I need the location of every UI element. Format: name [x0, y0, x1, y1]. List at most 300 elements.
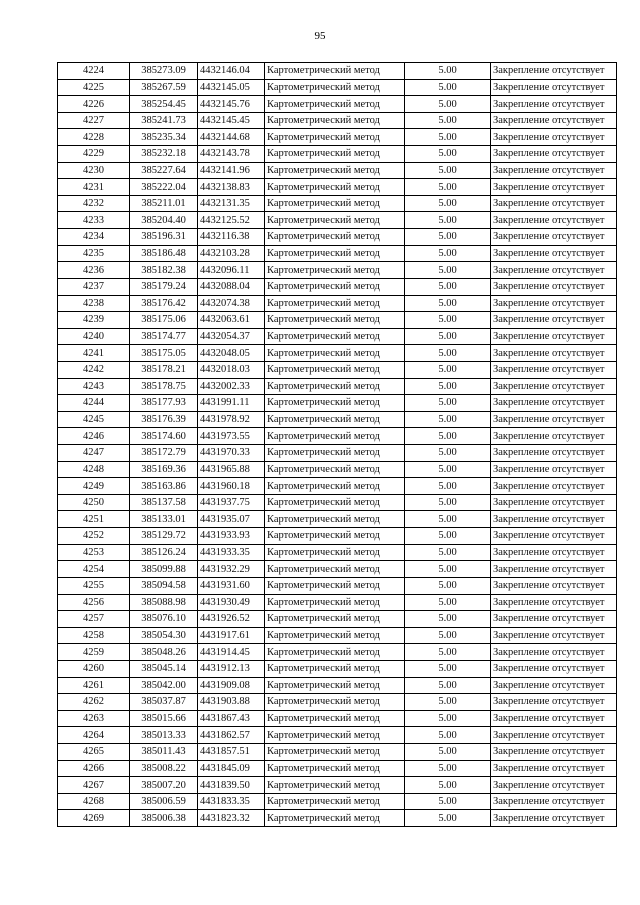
y-coordinate-cell: 4431930.49 — [198, 594, 265, 611]
method-cell: Картометрический метод — [265, 295, 405, 312]
method-cell: Картометрический метод — [265, 96, 405, 113]
method-cell: Картометрический метод — [265, 63, 405, 80]
x-coordinate-cell: 385137.58 — [130, 494, 198, 511]
y-coordinate-cell: 4431839.50 — [198, 777, 265, 794]
accuracy-cell: 5.00 — [405, 212, 491, 229]
fixing-description-cell: Закрепление отсутствует — [491, 727, 617, 744]
x-coordinate-cell: 385054.30 — [130, 627, 198, 644]
point-number-cell: 4257 — [58, 611, 130, 628]
y-coordinate-cell: 4431914.45 — [198, 644, 265, 661]
point-number-cell: 4243 — [58, 378, 130, 395]
fixing-description-cell: Закрепление отсутствует — [491, 361, 617, 378]
y-coordinate-cell: 4432096.11 — [198, 262, 265, 279]
table-row — [58, 677, 617, 694]
method-cell: Картометрический метод — [265, 677, 405, 694]
point-number-cell: 4224 — [58, 63, 130, 80]
x-coordinate-cell: 385211.01 — [130, 195, 198, 212]
y-coordinate-cell: 4432074.38 — [198, 295, 265, 312]
fixing-description-cell: Закрепление отсутствует — [491, 445, 617, 462]
method-cell: Картометрический метод — [265, 328, 405, 345]
point-number-cell: 4228 — [58, 129, 130, 146]
table-row — [58, 63, 617, 80]
x-coordinate-cell: 385174.77 — [130, 328, 198, 345]
x-coordinate-cell: 385179.24 — [130, 278, 198, 295]
method-cell: Картометрический метод — [265, 79, 405, 96]
accuracy-cell: 5.00 — [405, 743, 491, 760]
point-number-cell: 4267 — [58, 777, 130, 794]
accuracy-cell: 5.00 — [405, 345, 491, 362]
method-cell: Картометрический метод — [265, 544, 405, 561]
fixing-description-cell: Закрепление отсутствует — [491, 660, 617, 677]
point-number-cell: 4250 — [58, 494, 130, 511]
point-number-cell: 4240 — [58, 328, 130, 345]
point-number-cell: 4230 — [58, 162, 130, 179]
accuracy-cell: 5.00 — [405, 96, 491, 113]
table-row — [58, 295, 617, 312]
x-coordinate-cell: 385267.59 — [130, 79, 198, 96]
table-row — [58, 793, 617, 810]
table-row — [58, 179, 617, 196]
table-row — [58, 229, 617, 246]
accuracy-cell: 5.00 — [405, 694, 491, 711]
point-number-cell: 4266 — [58, 760, 130, 777]
x-coordinate-cell: 385048.26 — [130, 644, 198, 661]
fixing-description-cell: Закрепление отсутствует — [491, 760, 617, 777]
point-number-cell: 4246 — [58, 428, 130, 445]
accuracy-cell: 5.00 — [405, 445, 491, 462]
x-coordinate-cell: 385172.79 — [130, 445, 198, 462]
point-number-cell: 4233 — [58, 212, 130, 229]
table-row — [58, 594, 617, 611]
accuracy-cell: 5.00 — [405, 710, 491, 727]
point-number-cell: 4255 — [58, 577, 130, 594]
fixing-description-cell: Закрепление отсутствует — [491, 677, 617, 694]
point-number-cell: 4236 — [58, 262, 130, 279]
y-coordinate-cell: 4431932.29 — [198, 561, 265, 578]
y-coordinate-cell: 4432048.05 — [198, 345, 265, 362]
fixing-description-cell: Закрепление отсутствует — [491, 79, 617, 96]
accuracy-cell: 5.00 — [405, 328, 491, 345]
point-number-cell: 4238 — [58, 295, 130, 312]
y-coordinate-cell: 4432145.76 — [198, 96, 265, 113]
x-coordinate-cell: 385042.00 — [130, 677, 198, 694]
table-row — [58, 710, 617, 727]
fixing-description-cell: Закрепление отсутствует — [491, 777, 617, 794]
accuracy-cell: 5.00 — [405, 594, 491, 611]
fixing-description-cell: Закрепление отсутствует — [491, 162, 617, 179]
table-row — [58, 146, 617, 163]
x-coordinate-cell: 385175.05 — [130, 345, 198, 362]
table-row — [58, 245, 617, 262]
table-row — [58, 528, 617, 545]
y-coordinate-cell: 4431935.07 — [198, 511, 265, 528]
point-number-cell: 4268 — [58, 793, 130, 810]
fixing-description-cell: Закрепление отсутствует — [491, 395, 617, 412]
fixing-description-cell: Закрепление отсутствует — [491, 295, 617, 312]
fixing-description-cell: Закрепление отсутствует — [491, 245, 617, 262]
point-number-cell: 4262 — [58, 694, 130, 711]
table-row — [58, 361, 617, 378]
table-row — [58, 378, 617, 395]
table-row — [58, 511, 617, 528]
accuracy-cell: 5.00 — [405, 644, 491, 661]
accuracy-cell: 5.00 — [405, 528, 491, 545]
x-coordinate-cell: 385177.93 — [130, 395, 198, 412]
y-coordinate-cell: 4431960.18 — [198, 478, 265, 495]
method-cell: Картометрический метод — [265, 312, 405, 329]
x-coordinate-cell: 385099.88 — [130, 561, 198, 578]
method-cell: Картометрический метод — [265, 146, 405, 163]
accuracy-cell: 5.00 — [405, 494, 491, 511]
x-coordinate-cell: 385222.04 — [130, 179, 198, 196]
method-cell: Картометрический метод — [265, 561, 405, 578]
point-number-cell: 4261 — [58, 677, 130, 694]
table-row — [58, 262, 617, 279]
table-row — [58, 777, 617, 794]
y-coordinate-cell: 4431823.32 — [198, 810, 265, 827]
table-row — [58, 162, 617, 179]
fixing-description-cell: Закрепление отсутствует — [491, 561, 617, 578]
table-row — [58, 727, 617, 744]
fixing-description-cell: Закрепление отсутствует — [491, 594, 617, 611]
fixing-description-cell: Закрепление отсутствует — [491, 428, 617, 445]
table-row — [58, 561, 617, 578]
x-coordinate-cell: 385045.14 — [130, 660, 198, 677]
y-coordinate-cell: 4432146.04 — [198, 63, 265, 80]
table-row — [58, 328, 617, 345]
x-coordinate-cell: 385011.43 — [130, 743, 198, 760]
method-cell: Картометрический метод — [265, 594, 405, 611]
y-coordinate-cell: 4432143.78 — [198, 146, 265, 163]
fixing-description-cell: Закрепление отсутствует — [491, 146, 617, 163]
fixing-description-cell: Закрепление отсутствует — [491, 129, 617, 146]
point-number-cell: 4239 — [58, 312, 130, 329]
method-cell: Картометрический метод — [265, 262, 405, 279]
table-row — [58, 278, 617, 295]
method-cell: Картометрический метод — [265, 611, 405, 628]
x-coordinate-cell: 385133.01 — [130, 511, 198, 528]
fixing-description-cell: Закрепление отсутствует — [491, 710, 617, 727]
table-body — [58, 63, 617, 827]
y-coordinate-cell: 4431909.08 — [198, 677, 265, 694]
accuracy-cell: 5.00 — [405, 760, 491, 777]
accuracy-cell: 5.00 — [405, 378, 491, 395]
accuracy-cell: 5.00 — [405, 777, 491, 794]
method-cell: Картометрический метод — [265, 528, 405, 545]
table-row — [58, 395, 617, 412]
table-row — [58, 129, 617, 146]
fixing-description-cell: Закрепление отсутствует — [491, 411, 617, 428]
fixing-description-cell: Закрепление отсутствует — [491, 627, 617, 644]
point-number-cell: 4242 — [58, 361, 130, 378]
point-number-cell: 4253 — [58, 544, 130, 561]
table-row — [58, 627, 617, 644]
table-row — [58, 494, 617, 511]
method-cell: Картометрический метод — [265, 511, 405, 528]
table-row — [58, 478, 617, 495]
method-cell: Картометрический метод — [265, 195, 405, 212]
coordinates-table — [57, 62, 617, 827]
accuracy-cell: 5.00 — [405, 611, 491, 628]
fixing-description-cell: Закрепление отсутствует — [491, 743, 617, 760]
accuracy-cell: 5.00 — [405, 129, 491, 146]
y-coordinate-cell: 4432116.38 — [198, 229, 265, 246]
point-number-cell: 4254 — [58, 561, 130, 578]
table-row — [58, 195, 617, 212]
accuracy-cell: 5.00 — [405, 262, 491, 279]
fixing-description-cell: Закрепление отсутствует — [491, 328, 617, 345]
point-number-cell: 4225 — [58, 79, 130, 96]
x-coordinate-cell: 385006.38 — [130, 810, 198, 827]
x-coordinate-cell: 385176.39 — [130, 411, 198, 428]
fixing-description-cell: Закрепление отсутствует — [491, 96, 617, 113]
method-cell: Картометрический метод — [265, 710, 405, 727]
table-row — [58, 345, 617, 362]
y-coordinate-cell: 4431931.60 — [198, 577, 265, 594]
table-row — [58, 312, 617, 329]
fixing-description-cell: Закрепление отсутствует — [491, 511, 617, 528]
y-coordinate-cell: 4431833.35 — [198, 793, 265, 810]
fixing-description-cell: Закрепление отсутствует — [491, 611, 617, 628]
y-coordinate-cell: 4431978.92 — [198, 411, 265, 428]
y-coordinate-cell: 4431912.13 — [198, 660, 265, 677]
y-coordinate-cell: 4431845.09 — [198, 760, 265, 777]
method-cell: Картометрический метод — [265, 461, 405, 478]
x-coordinate-cell: 385235.34 — [130, 129, 198, 146]
method-cell: Картометрический метод — [265, 777, 405, 794]
point-number-cell: 4260 — [58, 660, 130, 677]
method-cell: Картометрический метод — [265, 727, 405, 744]
y-coordinate-cell: 4432125.52 — [198, 212, 265, 229]
y-coordinate-cell: 4432018.03 — [198, 361, 265, 378]
x-coordinate-cell: 385182.38 — [130, 262, 198, 279]
method-cell: Картометрический метод — [265, 694, 405, 711]
point-number-cell: 4245 — [58, 411, 130, 428]
point-number-cell: 4248 — [58, 461, 130, 478]
y-coordinate-cell: 4432145.05 — [198, 79, 265, 96]
y-coordinate-cell: 4432103.28 — [198, 245, 265, 262]
x-coordinate-cell: 385126.24 — [130, 544, 198, 561]
method-cell: Картометрический метод — [265, 627, 405, 644]
x-coordinate-cell: 385175.06 — [130, 312, 198, 329]
y-coordinate-cell: 4432145.45 — [198, 112, 265, 129]
accuracy-cell: 5.00 — [405, 627, 491, 644]
x-coordinate-cell: 385254.45 — [130, 96, 198, 113]
point-number-cell: 4264 — [58, 727, 130, 744]
accuracy-cell: 5.00 — [405, 79, 491, 96]
method-cell: Картометрический метод — [265, 743, 405, 760]
point-number-cell: 4237 — [58, 278, 130, 295]
accuracy-cell: 5.00 — [405, 229, 491, 246]
x-coordinate-cell: 385196.31 — [130, 229, 198, 246]
table-row — [58, 112, 617, 129]
table-row — [58, 544, 617, 561]
x-coordinate-cell: 385186.48 — [130, 245, 198, 262]
point-number-cell: 4252 — [58, 528, 130, 545]
accuracy-cell: 5.00 — [405, 660, 491, 677]
x-coordinate-cell: 385227.64 — [130, 162, 198, 179]
accuracy-cell: 5.00 — [405, 411, 491, 428]
x-coordinate-cell: 385094.58 — [130, 577, 198, 594]
point-number-cell: 4232 — [58, 195, 130, 212]
method-cell: Картометрический метод — [265, 179, 405, 196]
x-coordinate-cell: 385013.33 — [130, 727, 198, 744]
y-coordinate-cell: 4432144.68 — [198, 129, 265, 146]
fixing-description-cell: Закрепление отсутствует — [491, 345, 617, 362]
fixing-description-cell: Закрепление отсутствует — [491, 212, 617, 229]
accuracy-cell: 5.00 — [405, 63, 491, 80]
point-number-cell: 4247 — [58, 445, 130, 462]
fixing-description-cell: Закрепление отсутствует — [491, 278, 617, 295]
point-number-cell: 4258 — [58, 627, 130, 644]
point-number-cell: 4259 — [58, 644, 130, 661]
table-row — [58, 445, 617, 462]
point-number-cell: 4226 — [58, 96, 130, 113]
point-number-cell: 4251 — [58, 511, 130, 528]
accuracy-cell: 5.00 — [405, 295, 491, 312]
x-coordinate-cell: 385076.10 — [130, 611, 198, 628]
x-coordinate-cell: 385232.18 — [130, 146, 198, 163]
accuracy-cell: 5.00 — [405, 677, 491, 694]
x-coordinate-cell: 385037.87 — [130, 694, 198, 711]
table-row — [58, 743, 617, 760]
method-cell: Картометрический метод — [265, 229, 405, 246]
fixing-description-cell: Закрепление отсутствует — [491, 179, 617, 196]
table-row — [58, 461, 617, 478]
point-number-cell: 4265 — [58, 743, 130, 760]
table-row — [58, 644, 617, 661]
accuracy-cell: 5.00 — [405, 793, 491, 810]
fixing-description-cell: Закрепление отсутствует — [491, 494, 617, 511]
x-coordinate-cell: 385178.75 — [130, 378, 198, 395]
page-number: 95 — [314, 30, 326, 42]
y-coordinate-cell: 4432002.33 — [198, 378, 265, 395]
x-coordinate-cell: 385174.60 — [130, 428, 198, 445]
table-row — [58, 694, 617, 711]
method-cell: Картометрический метод — [265, 428, 405, 445]
method-cell: Картометрический метод — [265, 660, 405, 677]
method-cell: Картометрический метод — [265, 245, 405, 262]
method-cell: Картометрический метод — [265, 644, 405, 661]
y-coordinate-cell: 4431933.35 — [198, 544, 265, 561]
accuracy-cell: 5.00 — [405, 544, 491, 561]
method-cell: Картометрический метод — [265, 810, 405, 827]
method-cell: Картометрический метод — [265, 411, 405, 428]
table-row — [58, 760, 617, 777]
fixing-description-cell: Закрепление отсутствует — [491, 229, 617, 246]
y-coordinate-cell: 4431867.43 — [198, 710, 265, 727]
point-number-cell: 4235 — [58, 245, 130, 262]
fixing-description-cell: Закрепление отсутствует — [491, 528, 617, 545]
accuracy-cell: 5.00 — [405, 312, 491, 329]
point-number-cell: 4241 — [58, 345, 130, 362]
y-coordinate-cell: 4431857.51 — [198, 743, 265, 760]
point-number-cell: 4227 — [58, 112, 130, 129]
method-cell: Картометрический метод — [265, 494, 405, 511]
point-number-cell: 4256 — [58, 594, 130, 611]
fixing-description-cell: Закрепление отсутствует — [491, 694, 617, 711]
x-coordinate-cell: 385204.40 — [130, 212, 198, 229]
y-coordinate-cell: 4431933.93 — [198, 528, 265, 545]
y-coordinate-cell: 4431937.75 — [198, 494, 265, 511]
method-cell: Картометрический метод — [265, 162, 405, 179]
method-cell: Картометрический метод — [265, 445, 405, 462]
table-row — [58, 577, 617, 594]
accuracy-cell: 5.00 — [405, 361, 491, 378]
accuracy-cell: 5.00 — [405, 245, 491, 262]
accuracy-cell: 5.00 — [405, 428, 491, 445]
accuracy-cell: 5.00 — [405, 278, 491, 295]
fixing-description-cell: Закрепление отсутствует — [491, 577, 617, 594]
accuracy-cell: 5.00 — [405, 179, 491, 196]
table-row — [58, 411, 617, 428]
x-coordinate-cell: 385163.86 — [130, 478, 198, 495]
method-cell: Картометрический метод — [265, 760, 405, 777]
method-cell: Картометрический метод — [265, 361, 405, 378]
y-coordinate-cell: 4431991.11 — [198, 395, 265, 412]
table-row — [58, 96, 617, 113]
table-row — [58, 611, 617, 628]
table-row — [58, 212, 617, 229]
fixing-description-cell: Закрепление отсутствует — [491, 378, 617, 395]
method-cell: Картометрический метод — [265, 395, 405, 412]
y-coordinate-cell: 4431926.52 — [198, 611, 265, 628]
y-coordinate-cell: 4432141.96 — [198, 162, 265, 179]
accuracy-cell: 5.00 — [405, 478, 491, 495]
x-coordinate-cell: 385178.21 — [130, 361, 198, 378]
y-coordinate-cell: 4432088.04 — [198, 278, 265, 295]
accuracy-cell: 5.00 — [405, 195, 491, 212]
method-cell: Картометрический метод — [265, 577, 405, 594]
x-coordinate-cell: 385241.73 — [130, 112, 198, 129]
x-coordinate-cell: 385129.72 — [130, 528, 198, 545]
y-coordinate-cell: 4431965.88 — [198, 461, 265, 478]
x-coordinate-cell: 385169.36 — [130, 461, 198, 478]
x-coordinate-cell: 385008.22 — [130, 760, 198, 777]
point-number-cell: 4263 — [58, 710, 130, 727]
accuracy-cell: 5.00 — [405, 162, 491, 179]
table-row — [58, 79, 617, 96]
fixing-description-cell: Закрепление отсутствует — [491, 195, 617, 212]
point-number-cell: 4234 — [58, 229, 130, 246]
accuracy-cell: 5.00 — [405, 561, 491, 578]
y-coordinate-cell: 4431917.61 — [198, 627, 265, 644]
y-coordinate-cell: 4431903.88 — [198, 694, 265, 711]
fixing-description-cell: Закрепление отсутствует — [491, 644, 617, 661]
table-row — [58, 660, 617, 677]
fixing-description-cell: Закрепление отсутствует — [491, 544, 617, 561]
point-number-cell: 4229 — [58, 146, 130, 163]
accuracy-cell: 5.00 — [405, 577, 491, 594]
method-cell: Картометрический метод — [265, 212, 405, 229]
fixing-description-cell: Закрепление отсутствует — [491, 112, 617, 129]
method-cell: Картометрический метод — [265, 112, 405, 129]
fixing-description-cell: Закрепление отсутствует — [491, 810, 617, 827]
fixing-description-cell: Закрепление отсутствует — [491, 461, 617, 478]
method-cell: Картометрический метод — [265, 278, 405, 295]
x-coordinate-cell: 385007.20 — [130, 777, 198, 794]
fixing-description-cell: Закрепление отсутствует — [491, 312, 617, 329]
accuracy-cell: 5.00 — [405, 810, 491, 827]
point-number-cell: 4269 — [58, 810, 130, 827]
x-coordinate-cell: 385015.66 — [130, 710, 198, 727]
accuracy-cell: 5.00 — [405, 146, 491, 163]
accuracy-cell: 5.00 — [405, 395, 491, 412]
y-coordinate-cell: 4432131.35 — [198, 195, 265, 212]
y-coordinate-cell: 4432054.37 — [198, 328, 265, 345]
fixing-description-cell: Закрепление отсутствует — [491, 478, 617, 495]
x-coordinate-cell: 385088.98 — [130, 594, 198, 611]
